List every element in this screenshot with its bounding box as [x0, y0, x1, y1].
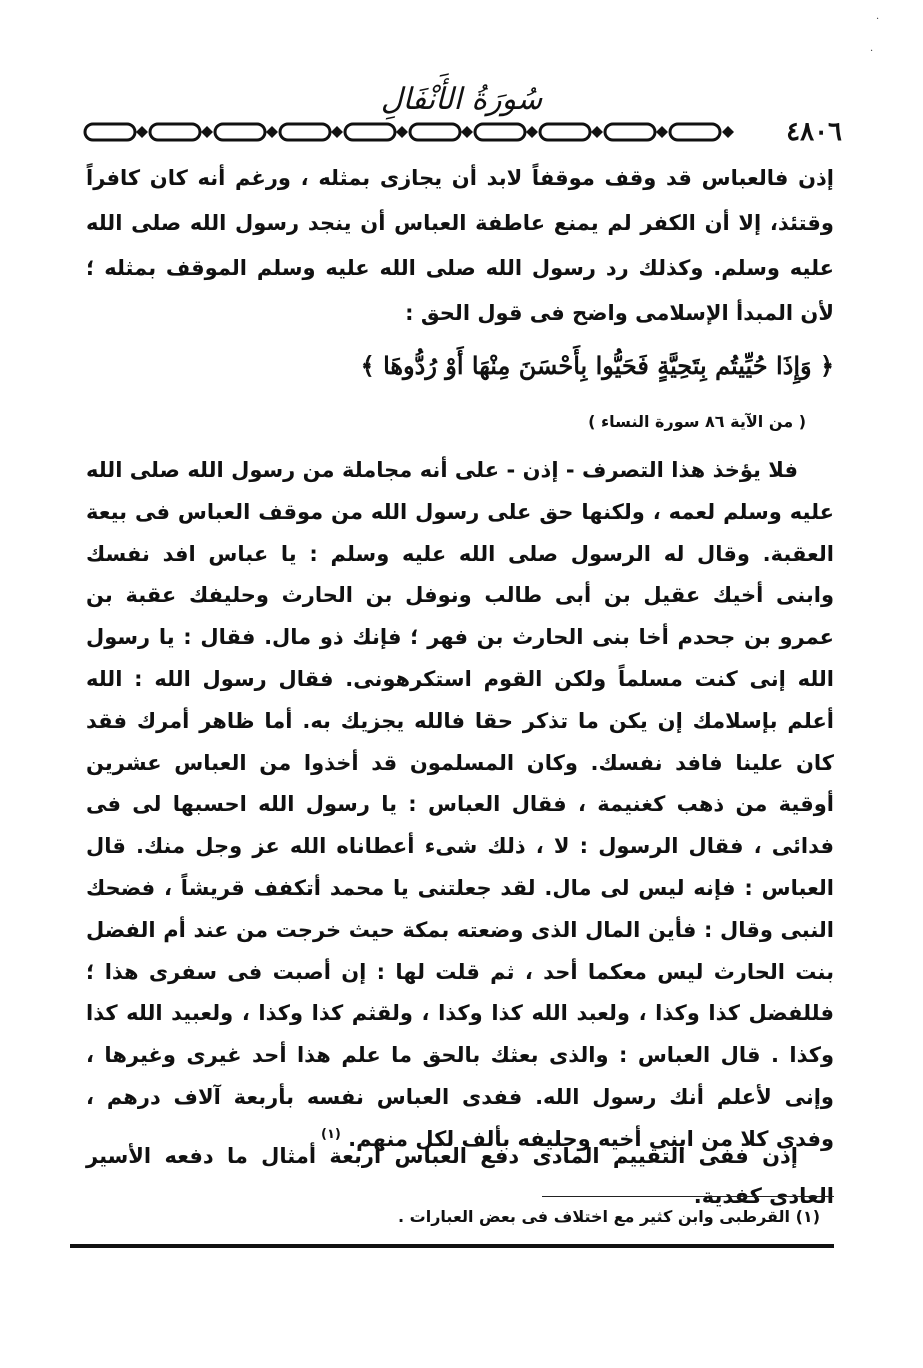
surah-title: سُورَةُ الأَنْفَالِ — [380, 82, 543, 117]
scan-speck: · — [876, 14, 880, 25]
verse-reference: ( من الآية ٨٦ سورة النساء ) — [588, 412, 806, 431]
paragraph-1: إذن فالعباس قد وقف موقفاً لابد أن يجازى بمثله ، ورغم أنه كان كافراً وقتئذ، إلا أن الكفر لم يمنع عاطفة العباس أن ينجد رسول الله صلى الله عليه وسلم. وكذلك رد رسول الله صلى الله عليه وسلم الموقف بمثله ؛ لأن المبدأ الإسلامى واضح فى قول الحق : — [86, 166, 834, 325]
page-header — [82, 118, 842, 146]
page-number: ٤٨٠٦ — [780, 118, 842, 146]
footnote-separator — [542, 1196, 834, 1197]
paragraph-2-text: فلا يؤخذ هذا التصرف - إذن - على أنه مجاملة من رسول الله صلى الله عليه وسلم لعمه ، ولكنها حق على رسول الله من موقف العباس فى بيعة العقبة. وقال له الرسول صلى الله عليه وسلم : يا عباس افد نفسك وابنى أخيك عقيل بن أبى طالب ونوفل بن الحارث وحليفك عقبة بن عمرو بن جحدم أخا بنى الحارث بن فهر ؛ فإنك ذو مال. فقال : يا رسول الله إنى كنت مسلماً ولكن القوم استكرهونى. فقال رسول الله : الله أعلم بإسلامك إن يكن ما تذكر حقا فالله يجزيك به. أما ظاهر أمرك فقد كان علينا فافد نفسك. وكان المسلمون قد أخذوا من العباس عشرين أوقية من ذهب كغنيمة ، فقال العباس : يا رسول الله احسبها لى فى فدائى ، فقال الرسول : لا ، ذلك شىء أعطاناه الله عز وجل منك. قال العباس : فإنه ليس لى مال. لقد جعلتنى يا محمد أتكفف قريشاً ، فضحك النبى وقال : فأين المال الذى وضعته بمكة حيث خرجت من عند أم الفضل بنت الحارث ليس معكما أحد ، ثم قلت لها : إن أصبت فى سفرى هذا ؛ فللفضل كذا وكذا ، ولعبد الله كذا وكذا ، ولقثم كذا وكذا ، ولعبيد الله كذا وكذا . قال العباس : والذى بعثك بالحق ما علم هذا أحد غيرى وغيرها ، وإنى لأعلم أنك رسول الله. ففدى العباس نفسه بأربعة آلاف درهم ، وفدى كلا من ابنى أخيه وحليفه بألف لكل منهم. — [86, 458, 834, 1151]
paragraph-2 — [86, 450, 834, 1161]
chain-ornament — [82, 118, 742, 146]
quran-verse: ﴿ وَإِذَا حُيِّيتُم بِتَحِيَّةٍ فَحَيُّوا بِأَحْسَنَ مِنْهَا أَوْ رُدُّوهَا ﴾ — [360, 351, 834, 380]
footnote-marker: (١) — [321, 1126, 341, 1142]
bottom-rule — [70, 1244, 834, 1248]
footnote: (١) القرطبى وابن كثير مع اختلاف فى بعض العبارات . — [398, 1207, 820, 1226]
paragraph-3: إذن ففى التقييم المادى دفع العباس أربعة أمثال ما دفعه الأسير العادى كفدية. — [86, 1144, 834, 1208]
scan-speck: · — [870, 46, 874, 57]
